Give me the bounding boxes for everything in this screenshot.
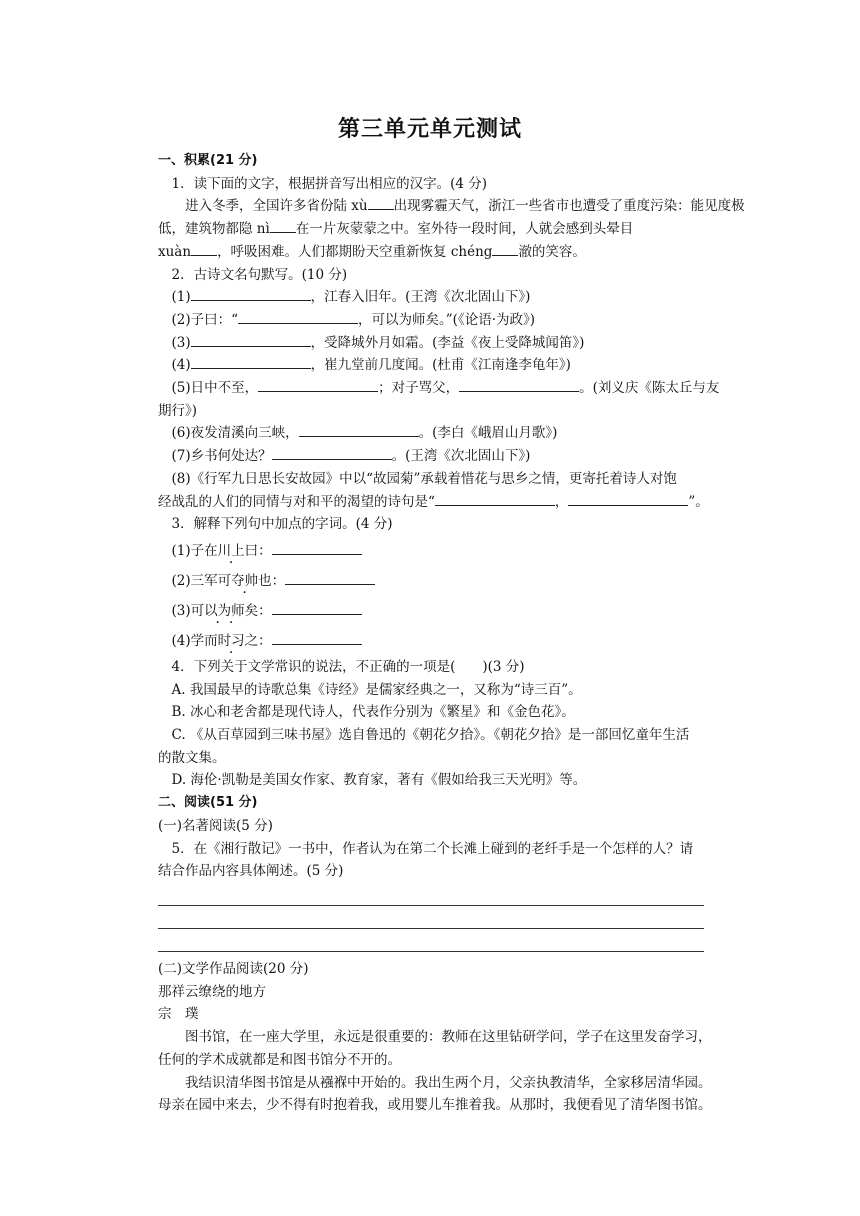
answer-blank[interactable] (568, 491, 688, 506)
answer-blank[interactable] (270, 218, 296, 233)
answer-line[interactable] (158, 929, 704, 952)
answer-blank[interactable] (258, 377, 378, 392)
essay-paragraph-1: 图书馆，在一座大学里，永远是很重要的：教师在这里钻研学问，学子在这里发奋学习， 任何的学术成就都是和图书馆分不开的。 (158, 1029, 712, 1068)
subsection-heading-1: (一)名著阅读(5 分) (158, 817, 273, 834)
question-4-stem: 4．下列关于文学常识的说法，不正确的一项是( )(3 分) (171, 658, 525, 675)
poem-line-8: (8)《行军九日思长安故园》中以“故园菊”承载着惜花与思乡之情，更寄托着诗人对饱 经战乱的人们的同情与对和平的渴望的诗句是“ ， ”。 (158, 470, 709, 510)
vocab-item-2: (2)三军可夺帅也： (158, 566, 762, 596)
answer-blank[interactable] (191, 332, 311, 347)
answer-blank[interactable] (191, 241, 217, 256)
answer-blank[interactable] (272, 630, 362, 645)
poem-line-6: (6)夜发清溪向三峡， 。(李白《峨眉山月歌》) (158, 422, 762, 445)
answer-blank[interactable] (191, 354, 311, 369)
answer-blank[interactable] (435, 491, 555, 506)
vocab-item-4: (4)学而时习之： (158, 626, 762, 656)
answer-blank[interactable] (272, 600, 362, 615)
poem-line-2: (2)子曰：“ ，可以为师矣。”(《论语·为政》) (158, 309, 762, 332)
dotted-char: 为 (217, 602, 232, 619)
section-heading-2: 二、阅读(51 分) (158, 795, 258, 811)
answer-blank[interactable] (368, 195, 394, 210)
answer-lines[interactable] (158, 883, 762, 952)
answer-line[interactable] (158, 883, 704, 906)
question-1-stem: 1．读下面的文字，根据拼音写出相应的汉字。(4 分) (171, 175, 488, 192)
essay-author: 宗 璞 (158, 1006, 199, 1023)
answer-blank[interactable] (459, 377, 579, 392)
poem-line-5: (5)日中不至， ；对子骂父， 。(刘义庆《陈太丘与友 期行》) (158, 377, 762, 422)
subsection-heading-2: (二)文学作品阅读(20 分) (158, 960, 309, 977)
answer-blank[interactable] (272, 540, 362, 555)
answer-blank[interactable] (238, 309, 358, 324)
answer-blank[interactable] (272, 445, 392, 460)
vocab-item-3: (3)可以为师矣： (158, 596, 762, 626)
answer-blank[interactable] (191, 286, 311, 301)
essay-title: 那祥云缭绕的地方 (158, 983, 266, 1000)
question-5-stem: 5．在《湘行散记》一书中，作者认为在第二个长滩上碰到的老纤手是一个怎样的人？请 结合作品内容具体阐述。(5 分) (158, 840, 694, 880)
poem-line-3: (3) ，受降城外月如霜。(李益《夜上受降城闻笛》) (158, 332, 762, 355)
answer-line[interactable] (158, 906, 704, 929)
section-heading-1: 一、积累(21 分) (158, 153, 258, 168)
question-2-stem: 2．古诗文名句默写。(10 分) (171, 266, 348, 283)
dotted-char: 川 (217, 542, 232, 559)
option-c[interactable]: C. 《从百草园到三味书屋》选自鲁迅的《朝花夕拾》。《朝花夕拾》是一部回忆童年生活 的散文集。 (158, 727, 690, 766)
option-d[interactable]: D. 海伦·凯勒是美国女作家、教育家，著有《假如给我三天光明》等。 (171, 772, 587, 789)
option-b[interactable]: B. 冰心和老舍都是现代诗人，代表作分别为《繁星》和《金色花》。 (171, 704, 575, 721)
answer-blank[interactable] (285, 570, 375, 585)
question-3-stem: 3．解释下列句中加点的字词。(4 分) (171, 516, 393, 533)
document-body (158, 150, 762, 1117)
option-a[interactable]: A. 我国最早的诗歌总集《诗经》是儒家经典之一，又称为“诗三百”。 (171, 681, 582, 698)
poem-line-7: (7)乡书何处达？ 。(王湾《次北固山下》) (158, 445, 762, 468)
dotted-char: 以 (204, 602, 218, 619)
question-1-text: 进入冬季，全国许多省份陆 xù 出现雾霾天气，浙江一些省市也遭受了重度污染：能见度极低，建筑物都隐 nì 在一片灰蒙蒙之中。室外待一段时间，人就会感到头晕目 xuàn ，呼吸困难。人们都期盼天空重新恢复 chéng 澈的笑容。 (158, 195, 762, 263)
poem-line-1: (1) ，江春入旧年。(王湾《次北固山下》) (158, 286, 762, 309)
poem-line-4: (4) ，崔九堂前几度闻。(杜甫《江南逢李龟年》) (158, 354, 762, 377)
answer-blank[interactable] (492, 241, 518, 256)
page-title: 第三单元单元测试 (337, 117, 522, 142)
answer-blank[interactable] (299, 422, 419, 437)
vocab-item-1: (1)子在川上曰： (158, 536, 762, 566)
dotted-char: 夺 (231, 572, 245, 589)
dotted-char: 时 (217, 632, 232, 649)
essay-paragraph-2: 我结识清华图书馆是从襁褓中开始的。我出生两个月，父亲执教清华，全家移居清华园。 母亲在园中来去，少不得有时抱着我，或用婴儿车推着我。从那时，我便看见了清华图书馆。 (158, 1074, 712, 1114)
